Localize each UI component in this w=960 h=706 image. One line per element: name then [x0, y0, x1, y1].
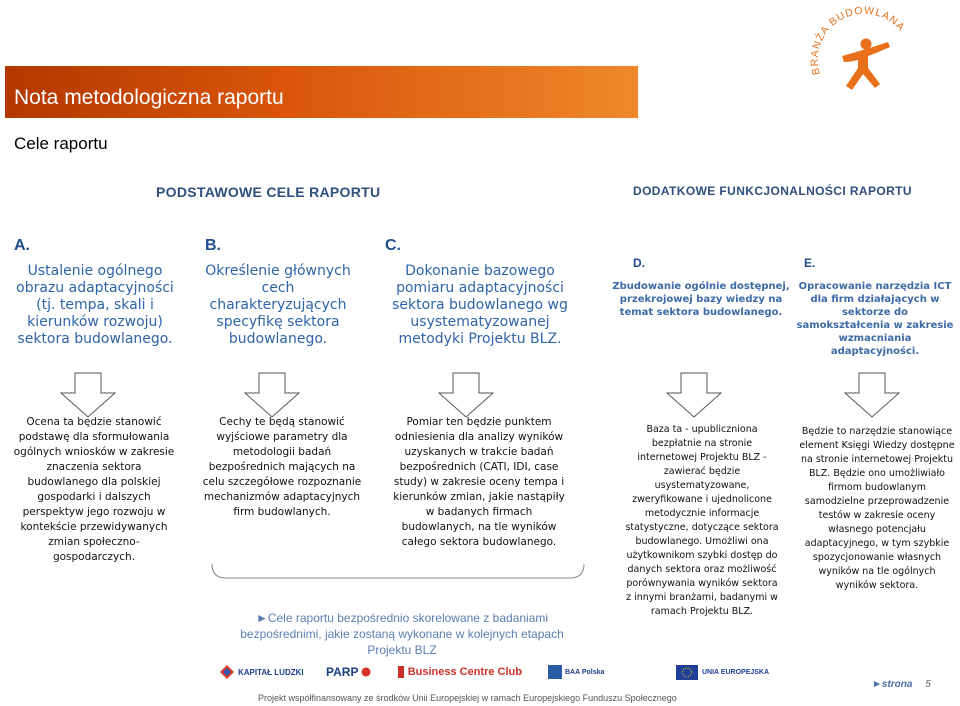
page-title: Nota metodologiczna raportu: [14, 86, 284, 109]
kapital-ludzki-logo: KAPITAŁ LUDZKI: [220, 662, 312, 682]
page-indicator[interactable]: ►strona 5: [872, 679, 931, 690]
goal-a-text: Ustalenie ogólnego obrazu adaptacyjności (tj. tempa, skali i kierunków rozwoju) sektora budowlanego.: [16, 263, 174, 347]
down-arrow-icon: [844, 372, 900, 418]
goal-d-description: Baza ta - upubliczniona bezpłatnie na stronie internetowej Projektu BLZ - zawierać będzie usystematyzowane, zweryfikowane i ujednolicone metodycznie informacje statystyczne, dotyczące sektora budowlanego. Umożliwi ona użytkownikom szybki dostęp do danych sektora oraz możliwość porównywania wyników sektora z innymi branżami, badanymi w ramach Projektu BLZ.: [625, 424, 779, 617]
branza-budowlana-logo: [808, 4, 918, 100]
goal-e-letter: E.: [804, 256, 816, 270]
goal-b-text: Określenie głównych cech charakteryzujących specyfikę sektora budowlanego.: [205, 263, 351, 347]
goal-a-letter: A.: [14, 237, 30, 254]
bcc-logo: Business Centre Club: [398, 662, 522, 682]
baa-polska-logo: BAA Polska: [548, 662, 608, 682]
logo-text: BRANŻA BUDOWLANA: [808, 4, 908, 77]
secondary-goals-heading: DODATKOWE FUNKCJONALNOŚCI RAPORTU: [633, 184, 912, 198]
goal-c-description: Pomiar ten będzie punktem odniesienia dla analizy wyników uzyskanych w trakcie badań bezpośrednich (CATI, IDI, case study) w zakresie oceny tempa i kierunków zmian, jakie nastąpiły w badanych firmach budowlanych, na tle wyników całego sektora budowlanego.: [393, 416, 565, 548]
footer-text: Projekt współfinansowany ze środków Unii Europejskiej w ramach Europejskiego Funduszu Społecznego: [258, 693, 677, 703]
down-arrow-icon: [438, 372, 494, 418]
down-arrow-icon: [244, 372, 300, 418]
parp-logo: PARP: [326, 662, 376, 682]
goal-b-description: Cechy te będą stanowić wyjściowe parametry dla metodologii badań bezpośrednich mających na celu szczegółowe rozpoznanie mechanizmów adaptacyjnych firm budowlanych.: [202, 416, 362, 518]
down-arrow-icon: [60, 372, 116, 418]
goal-e-description: Będzie to narzędzie stanowiące element Księgi Wiedzy dostępne na stronie internetowej Projektu BLZ. Będzie ono umożliwiało firmom budowlanym samodzielne przeprowadzenie testów w zakresie oceny własnego potencjału adaptacyjnego, w tym szybkie spozycjonowanie własnych wyników na tle ogólnych wyników sektora.: [799, 426, 955, 591]
goal-c-letter: C.: [385, 237, 401, 254]
eu-logo: UNIA EUROPEJSKA: [676, 662, 776, 682]
goal-c-text: Dokonanie bazowego pomiaru adaptacyjności sektora budowlanego wg usystematyzowanej metodyki Projektu BLZ.: [392, 263, 568, 347]
bracket-line: [208, 560, 588, 590]
goal-d-text: Zbudowanie ogólnie dostępnej, przekrojowej bazy wiedzy na temat sektora budowlanego.: [612, 281, 790, 318]
baa-icon: [548, 665, 562, 679]
kapital-ludzki-icon: [220, 665, 234, 679]
subtitle: Cele raportu: [14, 134, 108, 153]
bcc-icon: [398, 666, 404, 678]
goal-b-letter: B.: [205, 237, 221, 254]
goal-a-description: Ocena ta będzie stanowić podstawę dla sformułowania ogólnych wniosków w zakresie znaczenia sektora budowlanego dla polskiej gospodarki i dalszych perspektyw jego rozwoju w kontekście przewidywanych zmian społeczno-gospodarczych.: [13, 416, 175, 563]
down-arrow-icon: [666, 372, 722, 418]
parp-icon: [361, 667, 371, 677]
eu-flag-icon: [676, 665, 698, 680]
goal-e-text: Opracowanie narzędzia ICT dla firm działających w sektorze do samokształcenia w zakresie wzmacniania adaptacyjności.: [796, 281, 954, 357]
primary-goals-heading: PODSTAWOWE CELE RAPORTU: [156, 184, 381, 200]
goal-d-letter: D.: [633, 256, 645, 270]
correlation-note: ►Cele raportu bezpośrednio skorelowane z badaniami bezpośrednimi, jakie zostaną wykonane w kolejnych etapach Projektu BLZ: [240, 611, 564, 657]
